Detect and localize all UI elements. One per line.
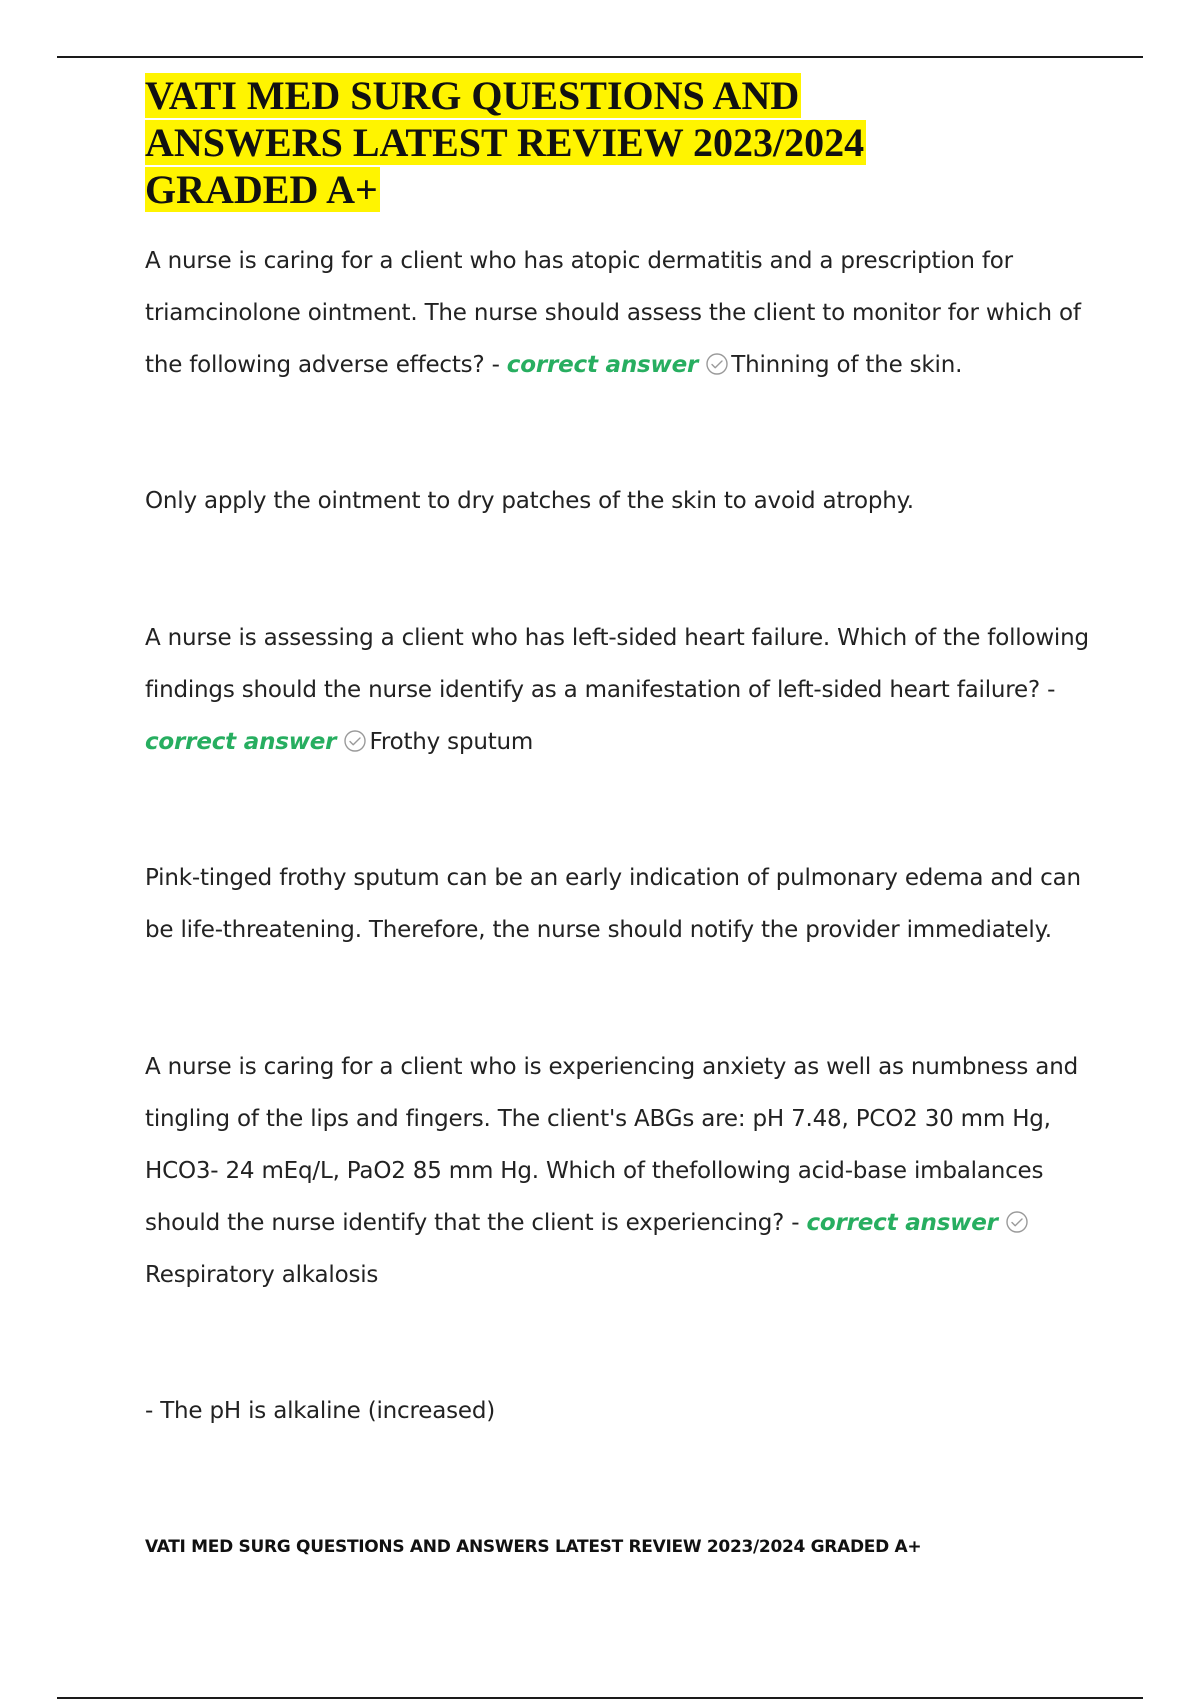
running-footer: VATI MED SURG QUESTIONS AND ANSWERS LATEST REVIEW 2023/2024 GRADED A+ [145,1537,922,1557]
question-2-text: A nurse is assessing a client who has left-sided heart failure. Which of the following findings should the nurse identify as a manifestation of left-sided heart failure? - [145,625,1089,703]
correct-answer-label: correct answer [806,1210,998,1236]
question-3 [145,1041,1105,1301]
question-2 [145,612,1105,768]
question-1 [145,235,1105,391]
rationale-3: - The pH is alkaline (increased) [145,1398,495,1424]
document-body [145,72,1105,1559]
document-title [145,72,965,213]
bottom-divider [57,1697,1143,1699]
question-3-text: A nurse is caring for a client who is experiencing anxiety as well as numbness and tingling of the lips and fingers. The client's ABGs are: pH 7.48, PCO2 30 mm Hg, HCO3- 24 mEq/L, PaO2 85 mm Hg. Which of thefollowing acid-base imbalances should the nurse identify that the client is experiencing? - [145,1054,1078,1236]
correct-answer-label: correct answer [145,729,337,755]
question-1-text: A nurse is caring for a client who has atopic dermatitis and a prescription for triamcinolone ointment. The nurse should assess the client to monitor for which of the following adverse effects? - [145,248,1081,378]
answer-1-text: Thinning of the skin. [731,352,963,378]
correct-answer-label: correct answer [506,352,699,378]
check-circle-icon [705,352,729,376]
title-highlight: VATI MED SURG QUESTIONS AND ANSWERS LATEST REVIEW 2023/2024 GRADED A+ [145,73,865,212]
answer-2-text: Frothy sputum [369,729,534,755]
check-circle-icon [1005,1210,1029,1234]
top-divider [57,56,1143,58]
rationale-2: Pink-tinged frothy sputum can be an early indication of pulmonary edema and can be life-threatening. Therefore, the nurse should notify the provider immediately. [145,865,1081,943]
answer-3-text: Respiratory alkalosis [145,1262,379,1288]
check-circle-icon [343,729,367,753]
rationale-1: Only apply the ointment to dry patches of the skin to avoid atrophy. [145,488,914,514]
